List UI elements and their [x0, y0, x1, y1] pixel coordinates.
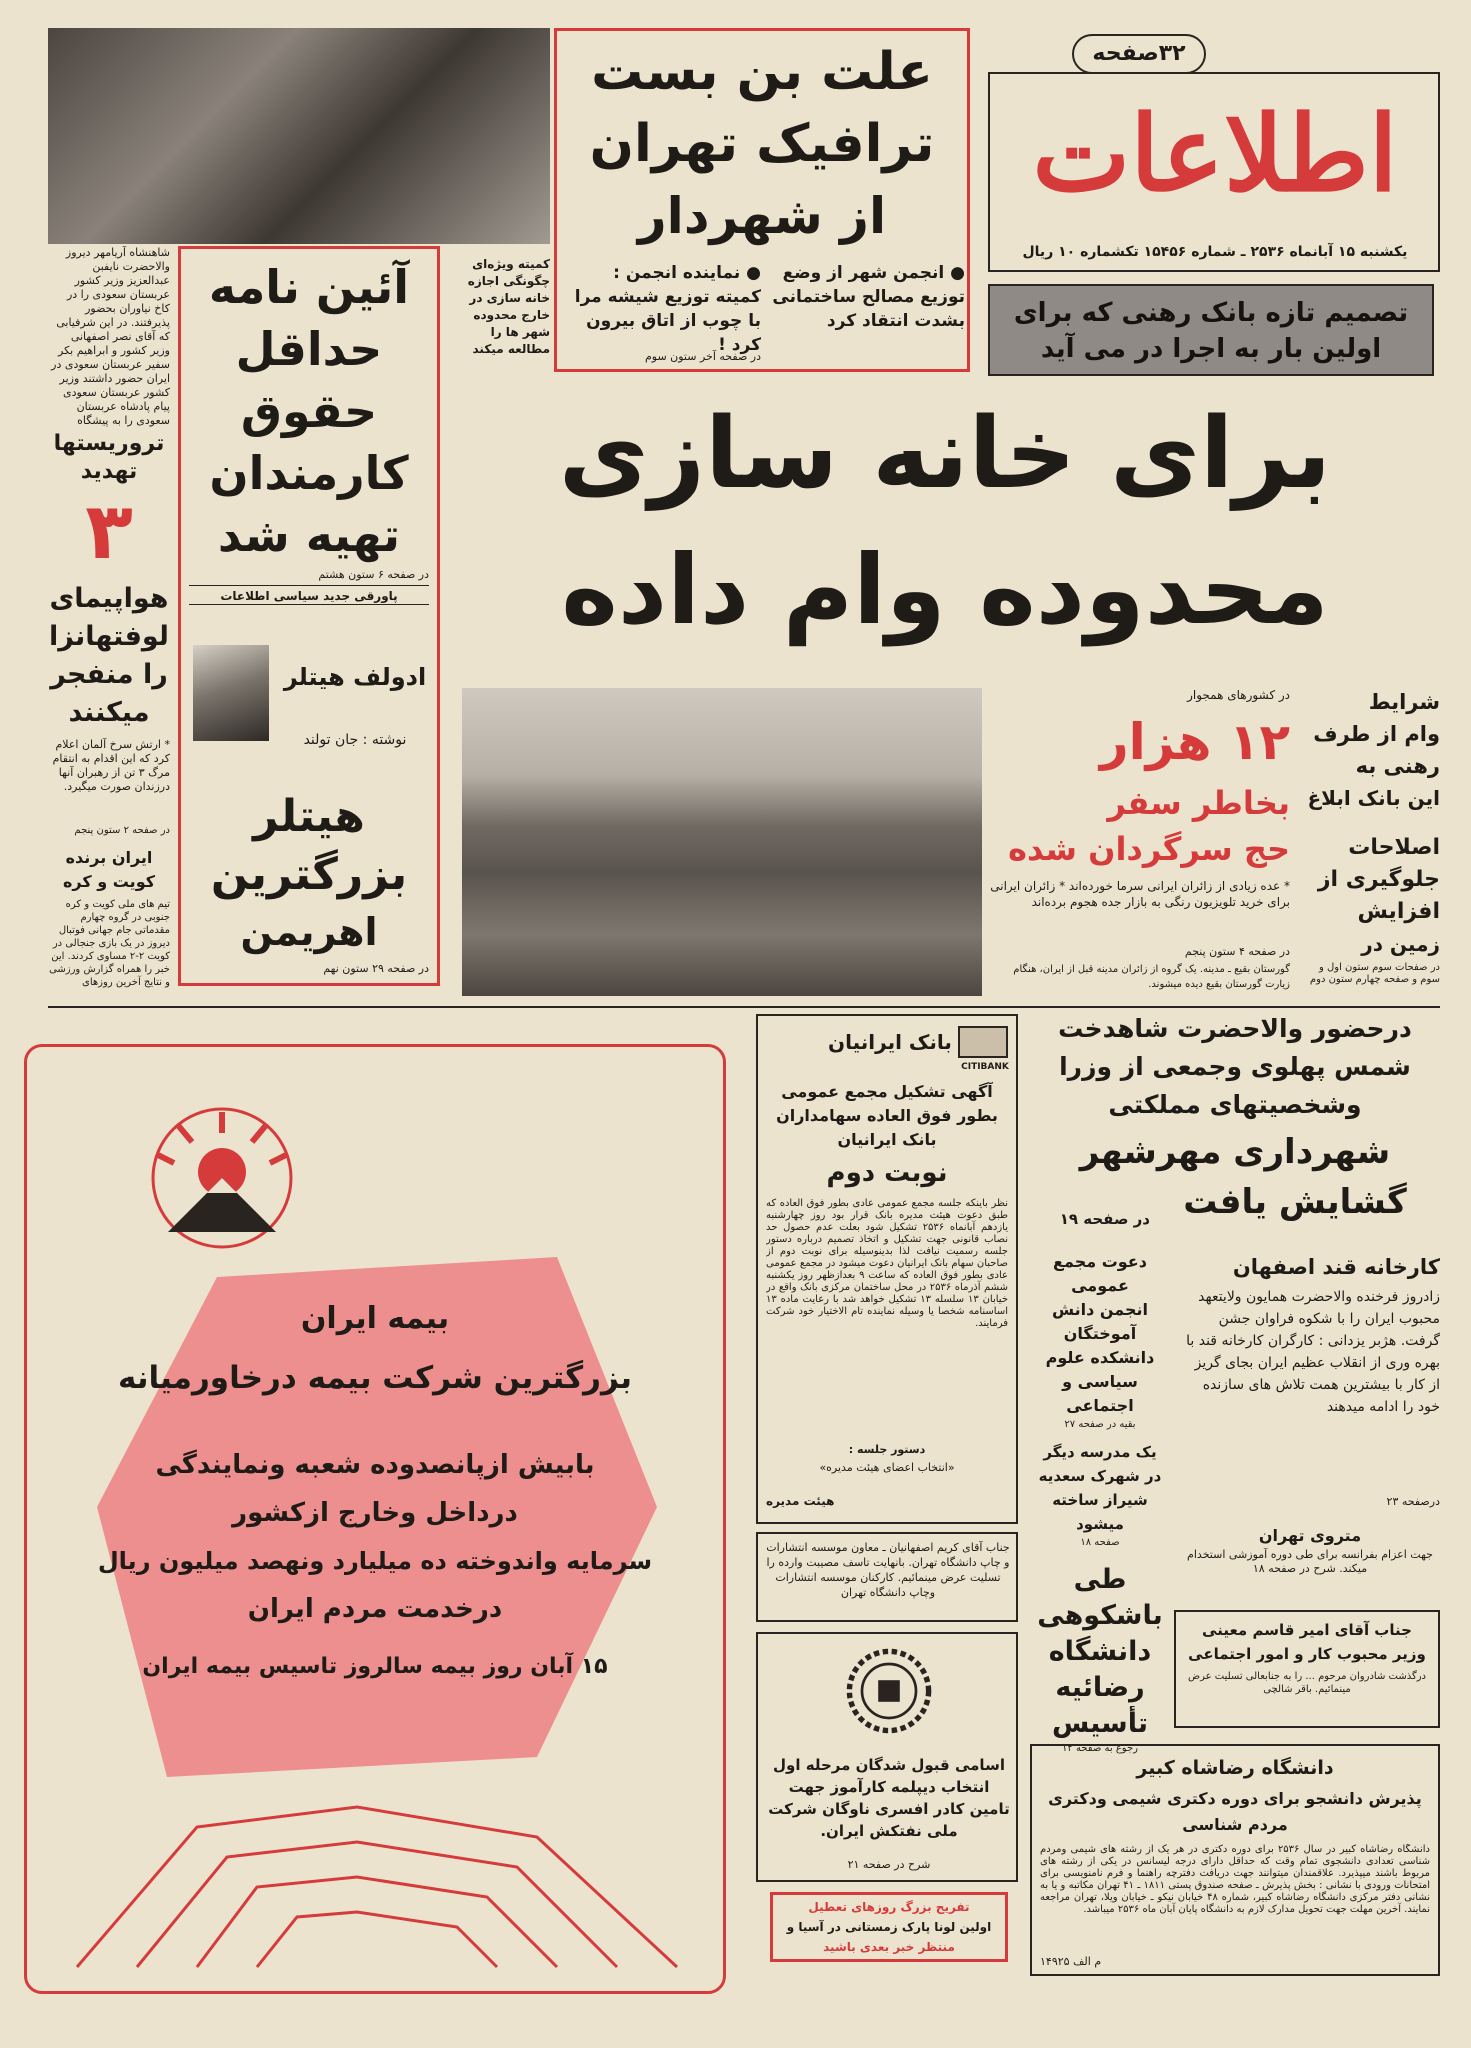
hitler-continued: در صفحه ۲۹ ستون نهم	[323, 962, 429, 975]
reza-shah-univ-box	[1030, 1744, 1440, 1976]
traffic-story-box	[554, 28, 970, 372]
regulation-headline-1: آئین نامه	[208, 260, 410, 314]
bank-logo-icon	[958, 1026, 1008, 1058]
citibank-label: CITIBANK	[961, 1062, 1009, 1072]
notice-title-3: بانک ایرانیان	[837, 1130, 937, 1149]
school-line-4: میشود	[1076, 1515, 1124, 1533]
issue-line: یکشنبه ۱۵ آبانماه ۲۵۳۶ ـ شماره ۱۵۴۵۶ تکشماره ۱۰ ریال	[1022, 244, 1408, 260]
insurance-subtitle: بزرگترین شرکت بیمه درخاورمیانه	[118, 1360, 632, 1396]
loan-headline-2: وام از طرف	[1313, 722, 1440, 746]
insurance-title: بیمه ایران	[300, 1301, 450, 1336]
bank-line-2: اولین بار به اجرا در می آید	[1040, 334, 1382, 364]
loan-headline-3: رهنی به	[1355, 754, 1440, 778]
rezaieh-headline-5: تأسیس	[1051, 1708, 1149, 1739]
school-line-3: شیراز ساخته	[1052, 1491, 1148, 1509]
school-line-1: یک مدرسه دیگر	[1043, 1443, 1157, 1461]
hajj-continued: در صفحه ۴ ستون پنجم	[1184, 945, 1290, 958]
hajj-caption: گورستان بقیع ـ مدینه. یک گروه از زائران مدینه قبل از ایران، هنگام زیارت گورستان بقیع دیده میشوند.	[1013, 964, 1290, 990]
committee-note: کمیته ویژه‌ای چگونگی اجازه خانه سازی در خارج محدوده شهر ها را مطالعه میکند	[467, 257, 550, 356]
main-headline-2: محدوده وام داده	[561, 534, 1329, 646]
metro-text: جهت اعزام بفرانسه برای طی دوره آموزشی استخدام میکند. شرح در صفحه ۱۸	[1187, 1548, 1433, 1575]
horizontal-rule	[48, 1006, 1440, 1008]
notice-signature: هیئت مدیره	[766, 1494, 835, 1508]
mehrshahr-headline-3: وشخصیتهای مملکتی	[1108, 1090, 1362, 1119]
school-line-2: در شهرک سعدیه	[1038, 1467, 1162, 1485]
serial-label: پاورقی جدید سیاسی اطلاعات	[189, 585, 429, 605]
hajj-headline-2: بخاطر سفر	[1107, 784, 1290, 822]
naft-emblem-icon	[844, 1646, 934, 1736]
land-continued: در صفحات سوم ستون اول و سوم و صفحه چهارم ستون دوم	[1309, 962, 1440, 985]
terror-body: * ارتش سرخ آلمان اعلام کرد که این اقدام به انتقام مرگ ۳ تن از رهبران آنها درزندان صورت میگیرد.	[52, 738, 170, 793]
anjoman-line-1: دعوت مجمع	[1053, 1252, 1147, 1271]
terror-continued: در صفحه ۲ ستون پنجم	[74, 825, 170, 836]
reza-shah-univ-code: م الف ۱۴۹۲۵	[1040, 1955, 1102, 1968]
anjoman-line-2: عمومی	[1071, 1276, 1129, 1295]
mehrshahr-headline-1: درحضور والاحضرت شاهدخت	[1058, 1014, 1412, 1043]
terror-number: ۳	[85, 490, 133, 574]
hitler-portrait	[193, 645, 269, 741]
university-press-text: جناب آقای کریم اصفهانیان ـ معاون موسسه انتشارات و چاپ دانشگاه تهران. بانهایت تاسف مصیبت وارده را تسلیت عرض مینمائیم. کارکنان موسسه انتشارات وچاپ دانشگاه تهران	[766, 1541, 1010, 1599]
sugar-body: زادروز فرخنده والاحضرت همایون ولایتعهد محبوب ایران را با شکوه فراوان جشن گرفت. هژبر یزدانی : کارگران کارخانه قند با بهره وری از انقلاب عظیم ایران بجای گریز از کار با بیشترین همت تلاش های سازنده خود را ادامه میدهند	[1186, 1289, 1440, 1415]
serial-title: ادولف هیتلر	[283, 663, 427, 691]
terror-headline-2: لوفتهانزا	[49, 621, 169, 652]
anjoman-line-7: اجتماعی	[1066, 1396, 1134, 1415]
traffic-continued: در صفحه آخر ستون سوم	[644, 350, 761, 363]
bank-announcement-box	[988, 284, 1434, 376]
anjoman-continued: بقیه در صفحه ۲۷	[1064, 1419, 1136, 1430]
reza-shah-univ-subtitle-1: پذیرش دانشجو برای دوره دکتری شیمی ودکتری	[1048, 1789, 1422, 1808]
land-headline-1: اصلاحات	[1348, 835, 1440, 860]
land-headline-2: جلوگیری از	[1317, 867, 1440, 892]
rezaieh-headline-3: دانشگاه	[1048, 1636, 1152, 1667]
notice-agenda-label: دستور جلسه :	[848, 1443, 926, 1456]
hitler-headline-1: هیتلر	[253, 791, 365, 842]
notice-title-2: بطور فوق العاده سهامداران	[776, 1106, 998, 1125]
reza-shah-univ-subtitle-2: مردم شناسی	[1182, 1815, 1288, 1834]
insurance-line-3: سرمایه واندوخته ده میلیارد ونهصد میلیون ریال	[97, 1547, 653, 1575]
regulation-headline-4: کارمندان	[209, 446, 409, 500]
terror-headline-3: را منفجر	[50, 659, 168, 690]
regulation-continued: در صفحه ۶ ستون هشتم	[318, 568, 429, 581]
masthead-title: اطلاعات	[1032, 92, 1398, 215]
audience-photo	[48, 28, 550, 244]
insurance-line-2: درداخل وخارج ازکشور	[232, 1498, 518, 1528]
traffic-headline-1: علت بن بست	[591, 42, 933, 102]
reza-shah-univ-body: دانشگاه رضاشاه کبیر در سال ۲۵۳۶ برای دوره دکتری در هر یک از رشته های شیمی ومردم شناسی تعدادی دانشجوی تمام وقت که حداقل دارای درجه لیسانس در یکی از رشته های مربوط باشند میپذیرد. علاقمندان میتوانند جهت دریافت دفترچه راهنما و فرم نامنویسی برای امتحانات ورودی با نشانی : بخش پذیرش ـ صفحه صندوق پستی ۱۸۱۱ ـ ۴۱ تهران مکاتبه و یا به نشانی دفتر مرکزی دانشگاه رضاشاه کبیر، شماره ۴۸ خیابان نیکو ـ خیابان ویلا، تهران مراجعه نمایند. آخرین مهلت جهت تحویل مدارک لازم به دانشگاه پایان آبان ماه ۲۵۳۶ میباشد.	[1040, 1844, 1430, 1915]
condolence-title-2: وزیر محبوب کار و امور اجتماعی	[1188, 1645, 1426, 1663]
regulation-headline-3: حقوق	[240, 384, 378, 438]
kuwait-body: تیم های ملی کویت و کره جنوبی در گروه چهارم مقدماتی جام جهانی فوتبال دیروز در یک بازی جنجالی در کویت ۲-۲ مساوی کردند. این خبر را همراه گزارش ورزشی و نتایج آخرین روزهای	[49, 899, 170, 988]
anjoman-line-4: آموختگان	[1063, 1324, 1137, 1343]
regulation-box	[178, 246, 440, 986]
mehrshahr-headline-5: گشایش یافت	[1183, 1182, 1407, 1222]
notice-agenda: «انتخاب اعضای هیئت مدیره»	[819, 1461, 955, 1474]
rezaieh-headline-4: رضائیه	[1055, 1672, 1145, 1703]
naft-continued: شرح در صفحه ۲۱	[847, 1858, 931, 1871]
university-press-box	[756, 1532, 1018, 1622]
kuwait-headline-2: کویت و کره	[62, 872, 156, 891]
naft-notice-box	[756, 1632, 1018, 1882]
insurance-logo-icon	[147, 1103, 297, 1253]
hitler-headline-3: اهریمن	[240, 910, 378, 954]
loan-headline-1: شرایط	[1368, 690, 1440, 714]
school-continued: صفحه ۱۸	[1080, 1537, 1120, 1548]
hitler-headline-2: بزرگترین	[210, 849, 408, 900]
notice-body: نظر باینکه جلسه مجمع عمومی عادی بطور فوق العاده که طبق دعوت هیئت مدیره بانک قرار بود روز چهارشنبه یازدهم آبانماه ۲۵۳۶ تشکیل شود بعلت عدم حصول حد نصاب قانونی جهت تشکیل و اتخاذ تصمیم درباره دستور جلسه رسمیت نیافت لذا بدینوسیله برای نوبت دوم از صاحبان سهام بانک ایرانیان دعوت میشود در مجمع عمومی عادی بطور فوق العاده که ساعت ۹ بعدازظهر روز یکشنبه ششم آذرماه ۲۵۳۶ در محل ساختمان مرکزی بانک واقع در خیابان ۱۳ سلسله ۱۳ تشکیل خواهد شد با رعایت ماده ۱۳ اساسنامه شخصا یا وسیله نماینده تام الاختیار خود شرکت فرمایند.	[766, 1198, 1008, 1329]
terror-kicker-1: تروریستها	[53, 431, 165, 456]
condolence-title-1: جناب آقای امیر قاسم معینی	[1202, 1621, 1412, 1639]
land-headline-4: زمین در	[1361, 932, 1440, 956]
kuwait-headline-1: ایران برنده	[65, 848, 153, 867]
regulation-headline-5: تهیه شد	[217, 508, 401, 562]
hajj-body: * عده زیادی از زائران ایرانی سرما خورده‌اند * زائران ایرانی برای خرید تلویزیون رنگی به بازار جده هجوم برده‌اند	[990, 879, 1290, 909]
bank-name: بانک ایرانیان	[828, 1030, 952, 1054]
land-headline-3: افزایش	[1357, 899, 1440, 924]
lunapark-line-1: تفریح بزرگ روزهای تعطیل	[808, 1900, 970, 1914]
anjoman-line-3: انجمن دانش	[1051, 1300, 1149, 1319]
insurance-line-4: درخدمت مردم ایران	[247, 1594, 503, 1624]
notice-round: نوبت دوم	[826, 1158, 948, 1188]
reza-shah-univ-title: دانشگاه رضاشاه کبیر	[1136, 1757, 1334, 1779]
regulation-headline-2: حداقل	[235, 322, 383, 376]
traffic-headline-2: ترافیک تهران	[589, 114, 935, 174]
sugar-continued: درصفحه ۲۳	[1386, 1495, 1440, 1508]
hajj-headline-3: حج سرگردان شده	[1008, 830, 1290, 868]
insurance-line-1: بابیش ازپانصدوده شعبه ونمایندگی	[155, 1450, 595, 1480]
mehrshahr-continued: در صفحه ۱۹	[1059, 1210, 1150, 1228]
bank-notice-box	[756, 1014, 1018, 1524]
photo-caption: شاهنشاه آریامهر دیروز والاحضرت نایفبن عبدالعزیز وزیر کشور عربستان سعودی را در کاخ نیاوران بحضور پذیرفتند. در این شرفیابی که آقای نصر اصفهانی وزیر کشور و ابراهیم بکر سفیر عربستان سعودی در ایران حضور داشتند وزیر کشور عربستان سعودی پیام پادشاه عربستان سعودی را به پیشگاه	[51, 246, 170, 427]
masthead-box	[988, 72, 1440, 272]
pages-badge: ۳۲صفحه	[1072, 34, 1206, 74]
main-headline-1: برای خانه سازی	[558, 397, 1332, 511]
naft-text: اسامی قبول شدگان مرحله اول انتخاب دیپلمه کارآموز جهت تامین کادر افسری ناوگان شرکت ملی نفتکش ایران.	[768, 1756, 1010, 1840]
mehrshahr-headline-2: شمس پهلوی وجمعی از وزرا	[1059, 1052, 1411, 1081]
terror-kicker-2: تهدید	[80, 459, 138, 484]
hajj-kicker: در کشورهای همجوار	[1187, 688, 1290, 702]
insurance-ad	[24, 1044, 726, 1994]
traffic-col-left: ● نماینده انجمن : کمیته توزیع شیشه مرا با چوب از اتاق بیرون کرد !	[574, 263, 761, 355]
notice-title-1: آگهی تشکیل مجمع عمومی	[781, 1082, 993, 1101]
rezaieh-headline-2: باشکوهی	[1037, 1600, 1163, 1631]
condolence-text: درگذشت شادروان مرحوم ... را به جنابعالی تسلیت عرض مینمائیم. باقر شالچی	[1188, 1671, 1426, 1695]
anjoman-line-5: دانشکده علوم	[1045, 1348, 1155, 1367]
lunapark-line-3: منتظر خبر بعدی باشید	[823, 1940, 955, 1954]
lunapark-ad	[770, 1892, 1008, 1962]
loan-headline-4: این بانک ابلاغ	[1307, 786, 1440, 810]
insurance-hands-illustration	[57, 1747, 697, 1977]
mehrshahr-headline-4: شهرداری مهرشهر	[1079, 1132, 1391, 1172]
hajj-headline-1: ۱۲ هزار	[1099, 713, 1290, 771]
sugar-headline: کارخانه قند اصفهان	[1232, 1255, 1440, 1279]
terror-headline-4: میکنند	[68, 697, 150, 728]
traffic-headline-3: از شهردار	[637, 187, 887, 245]
bank-line-1: تصمیم تازه بانک رهنی که برای	[1013, 298, 1409, 328]
lunapark-line-2: اولین لونا پارک زمستانی در آسیا و	[786, 1920, 992, 1934]
condolence-box	[1174, 1610, 1440, 1728]
rezaieh-headline-1: طی	[1073, 1564, 1127, 1595]
rezaieh-continued: رجوع به صفحه ۱۲	[1062, 1743, 1138, 1754]
medina-photo	[462, 688, 982, 996]
terror-headline-1: هواپیمای	[49, 583, 169, 614]
metro-title: متروی تهران	[1258, 1526, 1362, 1545]
insurance-footer: ۱۵ آبان روز بیمه سالروز تاسیس بیمه ایران	[142, 1654, 608, 1679]
anjoman-line-6: سیاسی و	[1062, 1372, 1138, 1391]
serial-author: نوشته : جان تولند	[303, 732, 407, 748]
traffic-col-right: ● انجمن شهر از وضع توزیع مصالح ساختمانی بشدت انتقاد کرد	[772, 263, 965, 331]
